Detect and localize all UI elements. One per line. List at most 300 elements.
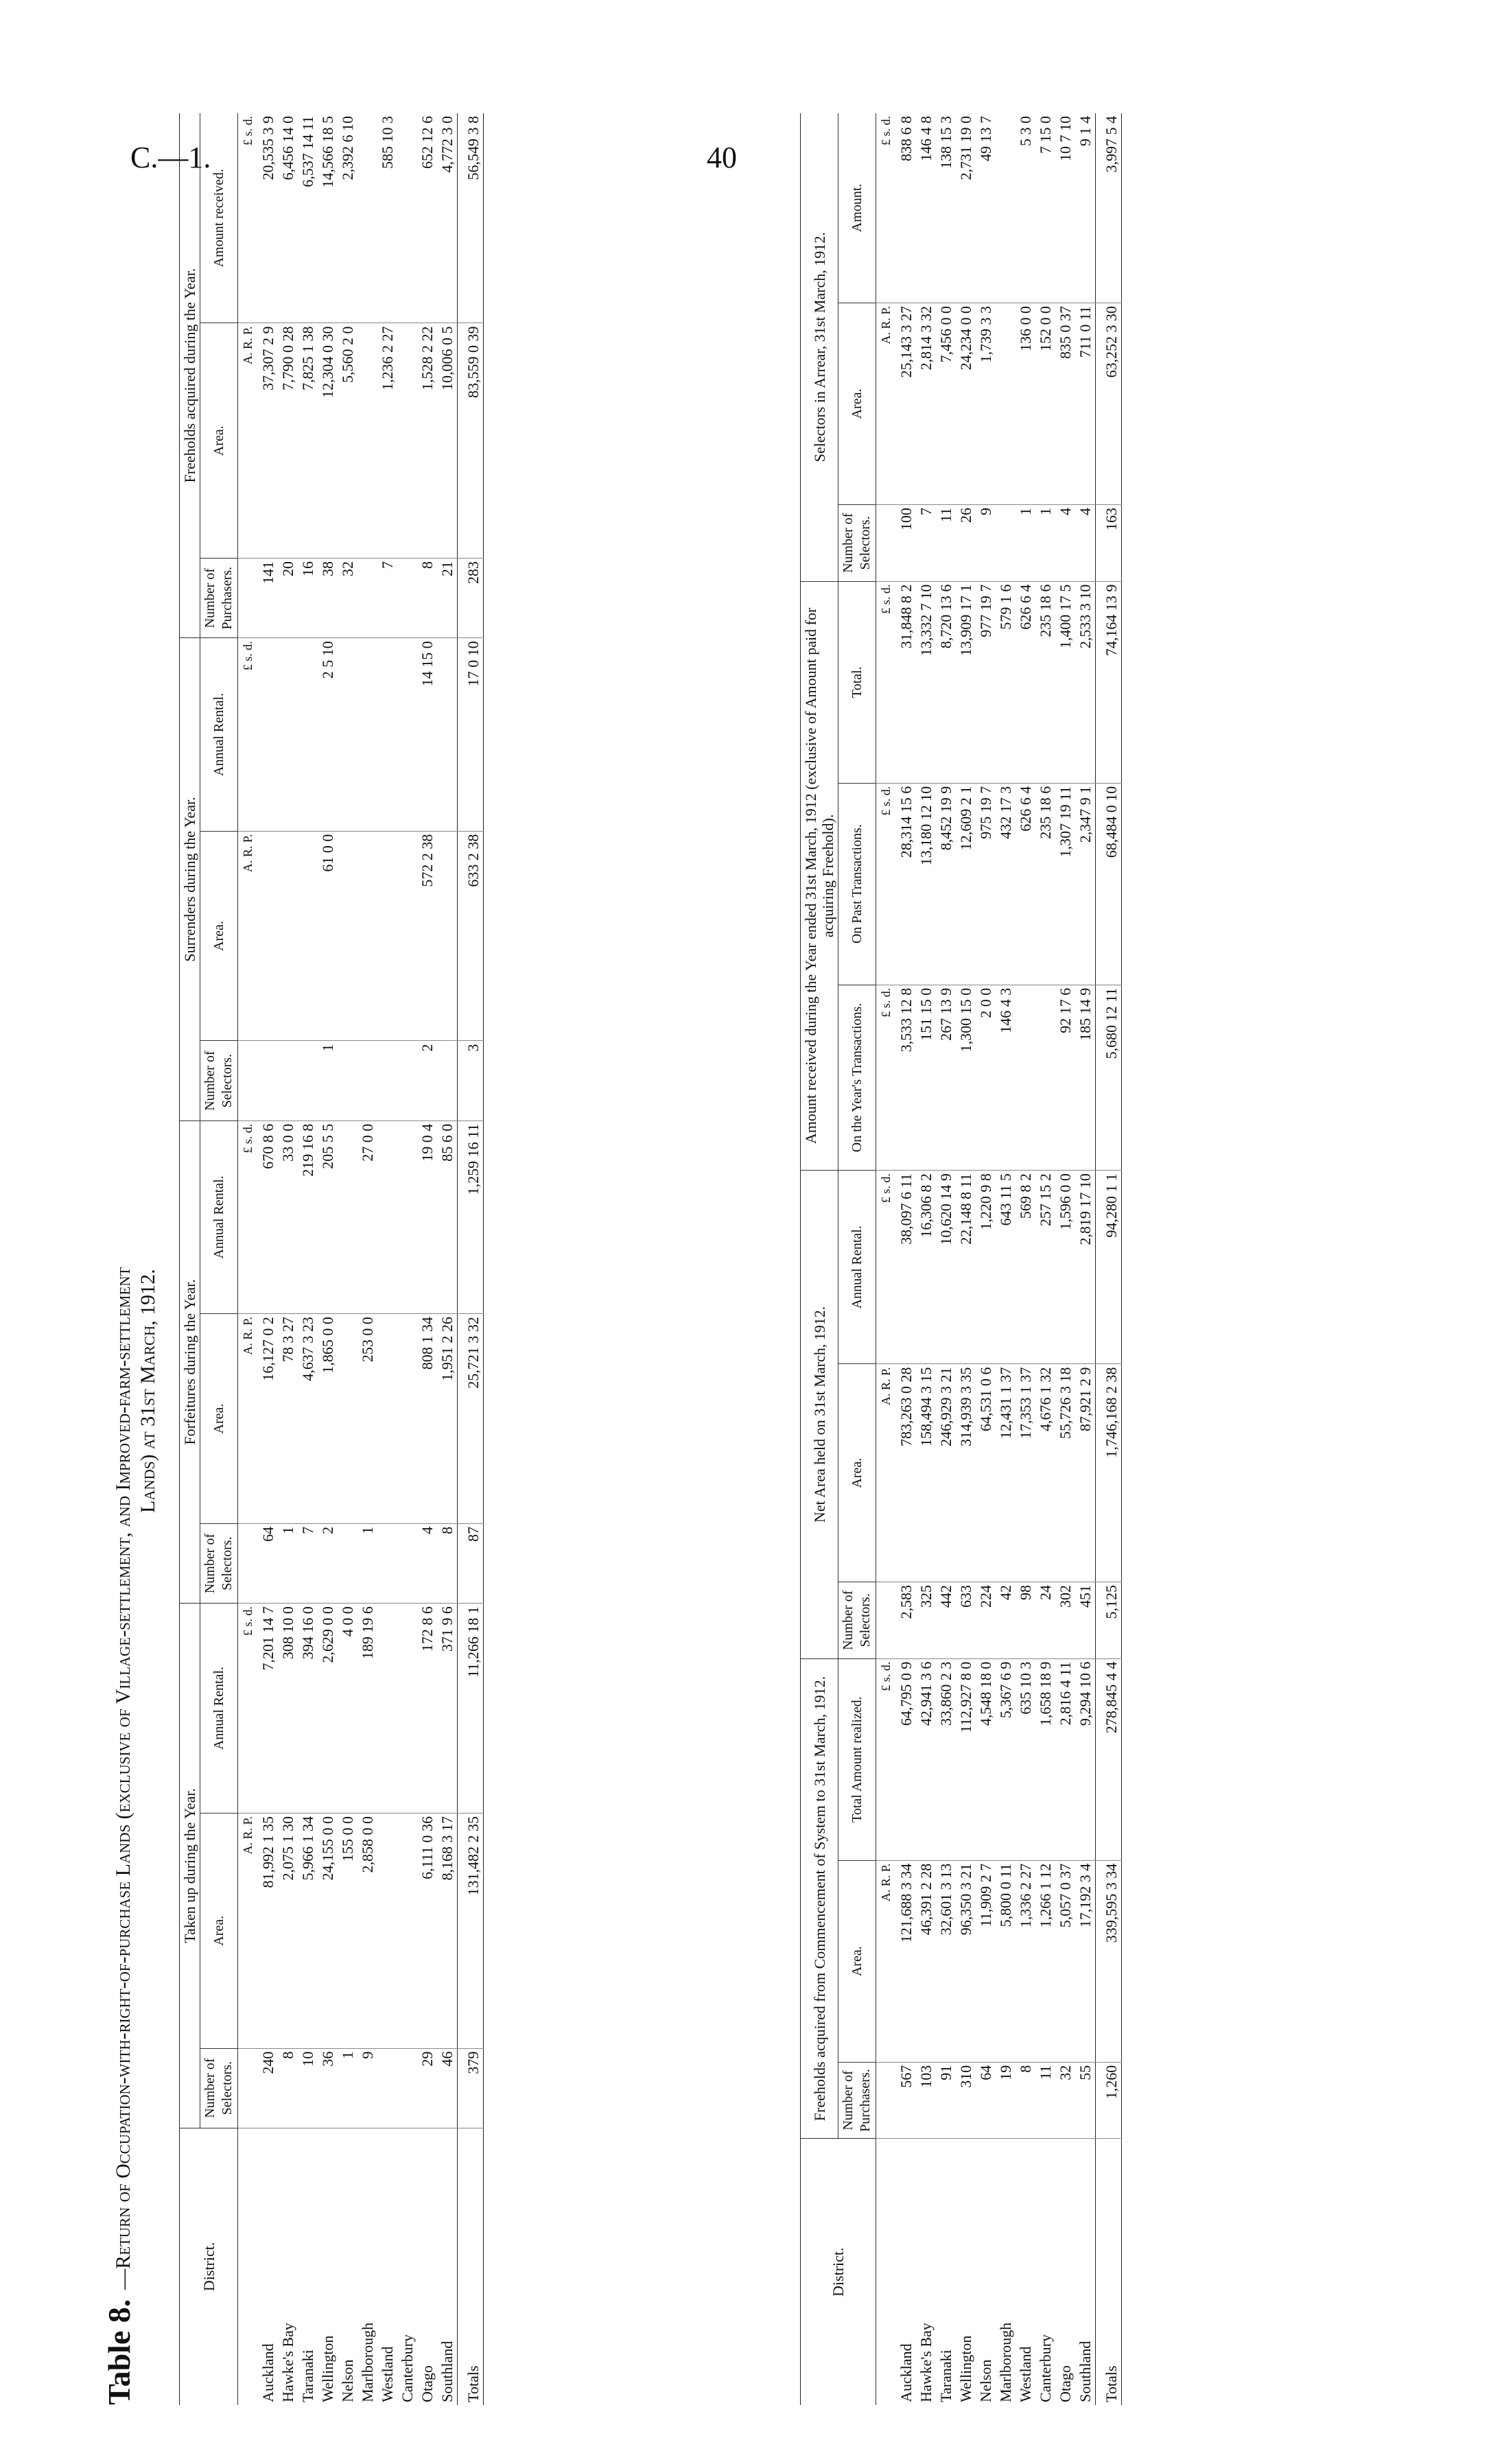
table-cell: 14,566 18 5	[318, 113, 338, 323]
table-cell: 19	[996, 2062, 1015, 2139]
table-cell: 8	[417, 559, 437, 638]
table-cell	[377, 1814, 397, 2049]
table-cell: 235 18 6	[1035, 783, 1055, 985]
unit-label: £ s. d.	[238, 1604, 259, 1814]
table-cell: 2 0 0	[976, 985, 996, 1170]
table-cell: 24	[1035, 1582, 1055, 1658]
table-cell: 55,726 3 18	[1055, 1364, 1075, 1582]
unit-label: £ s. d.	[876, 783, 897, 985]
table-cell: 1,400 17 5	[1055, 581, 1075, 783]
table-cell: 103	[916, 2062, 936, 2139]
col-header: Area.	[200, 831, 238, 1041]
table-cell	[338, 831, 357, 1041]
district-name: Canterbury	[1037, 2334, 1054, 2402]
table-cell: 643 11 5	[996, 1171, 1015, 1364]
table-cell: 1	[357, 1523, 377, 1603]
col-header: Area.	[838, 1364, 876, 1582]
district-name: Hawke's Bay	[279, 2323, 296, 2402]
table-cell: 1,220 9 8	[976, 1171, 996, 1364]
table-cell: 12,304 0 30	[318, 323, 338, 559]
total-cell: 25,721 3 32	[458, 1314, 484, 1524]
table-cell: 33 0 0	[278, 1120, 298, 1313]
table-cell: 2,347 9 1	[1075, 783, 1096, 985]
table-cell: 257 15 2	[1035, 1171, 1055, 1364]
table-cell: 835 0 37	[1055, 303, 1075, 504]
table-cell: 42	[996, 1582, 1015, 1658]
total-cell: 74,164 13 9	[1096, 581, 1122, 783]
table-cell	[377, 1523, 397, 1603]
table-cell: 6,456 14 0	[278, 113, 298, 323]
district-header: District.	[801, 2139, 876, 2405]
table-cell	[397, 638, 417, 831]
table-cell	[377, 638, 397, 831]
col-header: Total.	[838, 581, 876, 783]
group-header: Taken up during the Year.	[180, 1604, 200, 2128]
table-cell: 9	[357, 2048, 377, 2128]
table-cell	[357, 638, 377, 831]
unit-label: A. R. P.	[876, 1364, 897, 1582]
table-cell: 585 10 3	[377, 113, 397, 323]
table-cell: 1,528 2 22	[417, 323, 437, 559]
col-header: Area.	[838, 1860, 876, 2062]
table-cell: 8	[278, 2048, 298, 2128]
col-header: Area.	[200, 1314, 238, 1524]
table-row	[1035, 113, 1055, 2405]
table-cell: 9 1 4	[1075, 113, 1096, 303]
group-header: Selectors in Arrear, 31st March, 1912.	[801, 113, 838, 581]
unit-label: £ s. d.	[876, 1171, 897, 1364]
total-cell: 379	[458, 2048, 484, 2128]
table-cell: 7 15 0	[1035, 113, 1055, 303]
table-cell: 33,860 2 3	[936, 1658, 956, 1860]
total-cell: 163	[1096, 504, 1122, 581]
unit-label: £ s. d.	[238, 638, 259, 831]
table-cell: 98	[1015, 1582, 1035, 1658]
table-cell: 11	[936, 504, 956, 581]
col-header: Annual Rental.	[838, 1171, 876, 1364]
table-row	[437, 113, 458, 2405]
table-cell: 20,535 3 9	[258, 113, 278, 323]
col-header: Area.	[200, 1814, 238, 2049]
district-name: Taranaki	[299, 2349, 316, 2402]
table-cell: 1,658 18 9	[1035, 1658, 1055, 1860]
district-name: Marlborough	[359, 2322, 376, 2402]
table-cell: 308 10 0	[278, 1604, 298, 1814]
col-header: Number of Purchasers.	[200, 559, 238, 638]
table-row	[996, 113, 1015, 2405]
table-row	[258, 113, 278, 2405]
table-cell	[298, 831, 318, 1041]
table-row	[956, 113, 976, 2405]
table-cell: 219 16 8	[298, 1120, 318, 1313]
table-cell: 17,192 3 4	[1075, 1860, 1096, 2062]
table-cell: 451	[1075, 1582, 1096, 1658]
table-cell: 224	[976, 1582, 996, 1658]
unit-label: A. R. P.	[238, 831, 259, 1041]
table-cell: 2,814 3 32	[916, 303, 936, 504]
col-header: On Past Transactions.	[838, 783, 876, 985]
total-cell: 3	[458, 1041, 484, 1120]
unit-label: A. R. P.	[238, 323, 259, 559]
table-cell: 136 0 0	[1015, 303, 1035, 504]
table-cell	[357, 831, 377, 1041]
table-cell: 567	[896, 2062, 916, 2139]
table-cell	[377, 831, 397, 1041]
group-header: Net Area held on 31st March, 1912.	[801, 1171, 838, 1659]
table-cell	[377, 1314, 397, 1524]
table-cell: 22,148 8 11	[956, 1171, 976, 1364]
unit-label: £ s. d.	[238, 1120, 259, 1313]
district-name: Canterbury	[399, 2334, 416, 2402]
total-cell: 11,266 18 1	[458, 1604, 484, 1814]
table-cell	[258, 638, 278, 831]
table-cell: 10,620 14 9	[936, 1171, 956, 1364]
table-cell	[278, 638, 298, 831]
title-line-2: Lands) at 31st March, 1912.	[137, 1269, 159, 1513]
table-cell: 64,531 0 6	[976, 1364, 996, 1582]
table-cell: 977 19 7	[976, 581, 996, 783]
table-cell: 100	[896, 504, 916, 581]
table-cell: 189 19 6	[357, 1604, 377, 1814]
table-cell: 783,263 0 28	[896, 1364, 916, 1582]
district-name: Otago	[419, 2365, 436, 2402]
table-cell	[996, 504, 1015, 581]
district-name: Wellington	[957, 2335, 974, 2402]
table-cell	[397, 2048, 417, 2128]
totals-label: Totals	[458, 2128, 484, 2405]
table-cell: 5,966 1 34	[298, 1814, 318, 2049]
total-cell: 63,252 3 30	[1096, 303, 1122, 504]
table-cell: 2	[417, 1041, 437, 1120]
table-cell: 112,927 8 0	[956, 1658, 976, 1860]
table-cell: 31,848 8 2	[896, 581, 916, 783]
table-cell: 2 5 10	[318, 638, 338, 831]
table-cell: 1,951 2 26	[437, 1314, 458, 1524]
total-cell: 5,680 12 11	[1096, 985, 1122, 1170]
table-cell: 87,921 2 9	[1075, 1364, 1096, 1582]
table-cell: 46,391 2 28	[916, 1860, 936, 2062]
table-cell	[338, 1120, 357, 1313]
table-cell	[437, 831, 458, 1041]
table-cell	[357, 559, 377, 638]
table-cell: 64,795 0 9	[896, 1658, 916, 1860]
table-row	[357, 113, 377, 2405]
table-cell	[437, 638, 458, 831]
total-cell: 339,595 3 34	[1096, 1860, 1122, 2062]
col-header: Total Amount realized.	[838, 1658, 876, 1860]
table-cell: 235 18 6	[1035, 581, 1055, 783]
total-cell: 17 0 10	[458, 638, 484, 831]
table-cell: 6,537 14 11	[298, 113, 318, 323]
table-row	[1075, 113, 1096, 2405]
table-cell: 314,939 3 35	[956, 1364, 976, 1582]
table-cell: 4	[417, 1523, 437, 1603]
table-cell: 2,533 3 10	[1075, 581, 1096, 783]
total-cell: 131,482 2 35	[458, 1814, 484, 2049]
table-cell: 8,452 19 9	[936, 783, 956, 985]
table-cell: 7	[298, 1523, 318, 1603]
table-cell: 11,909 2 7	[976, 1860, 996, 2062]
table-cell: 16,306 8 2	[916, 1171, 936, 1364]
table-cell: 13,332 7 10	[916, 581, 936, 783]
table-cell: 5 3 0	[1015, 113, 1035, 303]
title-line-1: —Return of Occupation-with-right-of-purchase Lands (exclusive of Village-settlement, and Improved-farm-settlement	[112, 1267, 134, 2290]
table-cell: 185 14 9	[1075, 985, 1096, 1170]
table-cell: 25,143 3 27	[896, 303, 916, 504]
total-cell: 83,559 0 39	[458, 323, 484, 559]
table-cell	[357, 1041, 377, 1120]
table-cell	[397, 323, 417, 559]
upper-table-body	[238, 113, 484, 2405]
table-cell	[437, 1041, 458, 1120]
table-cell: 17,353 1 37	[1015, 1364, 1035, 1582]
table-row	[976, 113, 996, 2405]
table-cell	[397, 1604, 417, 1814]
table-cell: 1,865 0 0	[318, 1314, 338, 1524]
total-cell: 1,259 16 11	[458, 1120, 484, 1313]
col-header: Number of Selectors.	[838, 1582, 876, 1658]
table-cell: 138 15 3	[936, 113, 956, 303]
col-header: Annual Rental.	[200, 1120, 238, 1313]
table-cell	[397, 1314, 417, 1524]
col-header: Number of Purchasers.	[838, 2062, 876, 2139]
unit-label: £ s. d.	[876, 1658, 897, 1860]
group-header: Freeholds acquired from Commencement of System to 31st March, 1912.	[801, 1658, 838, 2139]
table-cell: 394 16 0	[298, 1604, 318, 1814]
col-header: Amount.	[838, 113, 876, 303]
upper-table	[179, 113, 484, 2405]
table-cell: 12,609 2 1	[956, 783, 976, 985]
table-cell: 1	[338, 2048, 357, 2128]
table-cell: 146 4 3	[996, 985, 1015, 1170]
district-name: Nelson	[977, 2359, 994, 2402]
table-cell	[397, 113, 417, 323]
district-name: Southland	[1077, 2340, 1094, 2402]
table-cell: 5,800 0 11	[996, 1860, 1015, 2062]
total-cell: 56,549 3 8	[458, 113, 484, 323]
table-cell: 2,819 17 10	[1075, 1171, 1096, 1364]
table-cell: 1,236 2 27	[377, 323, 397, 559]
table-cell	[278, 831, 298, 1041]
table-row	[1055, 113, 1075, 2405]
totals-label: Totals	[1096, 2139, 1122, 2405]
table-cell: 13,180 12 10	[916, 783, 936, 985]
table-cell: 85 6 0	[437, 1120, 458, 1313]
district-name: Taranaki	[937, 2349, 954, 2402]
rotated-table-page	[102, 113, 1383, 2405]
table-cell: 12,431 1 37	[996, 1364, 1015, 1582]
table-cell	[377, 1604, 397, 1814]
table-cell: 64	[976, 2062, 996, 2139]
table-cell: 7	[377, 559, 397, 638]
total-cell: 87	[458, 1523, 484, 1603]
table-cell: 1,739 3 3	[976, 303, 996, 504]
table-cell: 24,155 0 0	[318, 1814, 338, 2049]
total-cell: 633 2 38	[458, 831, 484, 1041]
table-cell: 7,201 14 7	[258, 1604, 278, 1814]
table-cell: 626 6 4	[1015, 581, 1035, 783]
total-cell: 1,746,168 2 38	[1096, 1364, 1122, 1582]
table-cell: 16	[298, 559, 318, 638]
table-cell	[377, 1120, 397, 1313]
unit-label: A. R. P.	[876, 303, 897, 504]
table-cell: 626 6 4	[1015, 783, 1035, 985]
table-cell: 1,336 2 27	[1015, 1860, 1035, 2062]
table-cell: 24,234 0 0	[956, 303, 976, 504]
table-cell: 205 5 5	[318, 1120, 338, 1313]
table-cell: 38,097 6 11	[896, 1171, 916, 1364]
table-cell	[258, 1041, 278, 1120]
table-cell	[377, 2048, 397, 2128]
table-cell: 633	[956, 1582, 976, 1658]
table-cell: 64	[258, 1523, 278, 1603]
table-cell: 5,560 2 0	[338, 323, 357, 559]
table-cell: 6,111 0 36	[417, 1814, 437, 2049]
table-row	[298, 113, 318, 2405]
lower-table-body	[876, 113, 1122, 2405]
table-row	[377, 113, 397, 2405]
table-cell: 2,629 0 0	[318, 1604, 338, 1814]
page-number: 40	[707, 141, 737, 174]
table-cell: 5,367 6 9	[996, 1658, 1015, 1860]
table-cell: 240	[258, 2048, 278, 2128]
table-cell: 32,601 3 13	[936, 1860, 956, 2062]
table-cell: 2,075 1 30	[278, 1814, 298, 2049]
table-cell: 14 15 0	[417, 638, 437, 831]
table-cell: 2	[318, 1523, 338, 1603]
table-cell: 1	[1035, 504, 1055, 581]
table-cell	[357, 113, 377, 323]
table-cell: 635 10 3	[1015, 1658, 1035, 1860]
table-cell: 8	[1015, 2062, 1035, 2139]
table-cell: 19 0 4	[417, 1120, 437, 1313]
lower-table	[800, 113, 1122, 2405]
col-header: Amount received.	[200, 113, 238, 323]
table-row	[318, 113, 338, 2405]
table-cell: 9	[976, 504, 996, 581]
table-cell: 91	[936, 2062, 956, 2139]
group-header: Surrenders during the Year.	[180, 638, 200, 1120]
table-cell: 7,456 0 0	[936, 303, 956, 504]
col-header: Area.	[838, 303, 876, 504]
district-name: Nelson	[339, 2359, 356, 2402]
table-cell	[278, 1041, 298, 1120]
table-row	[397, 113, 417, 2405]
table-cell: 16,127 0 2	[258, 1314, 278, 1524]
unit-label: £ s. d.	[876, 581, 897, 783]
col-header: Area.	[200, 323, 238, 559]
table-cell: 267 13 9	[936, 985, 956, 1170]
table-cell: 92 17 6	[1055, 985, 1075, 1170]
table-cell: 1,300 15 0	[956, 985, 976, 1170]
table-cell: 42,941 3 6	[916, 1658, 936, 1860]
table-cell: 27 0 0	[357, 1120, 377, 1313]
table-cell: 670 8 6	[258, 1120, 278, 1313]
table-cell: 26	[956, 504, 976, 581]
table-cell: 2,816 4 11	[1055, 1658, 1075, 1860]
table-cell: 1	[278, 1523, 298, 1603]
table-title	[102, 113, 161, 2405]
table-cell: 32	[1055, 2062, 1075, 2139]
table-row	[338, 113, 357, 2405]
total-cell: 3,997 5 4	[1096, 113, 1122, 303]
table-cell	[996, 303, 1015, 504]
table-cell	[298, 1041, 318, 1120]
table-cell: 81,992 1 35	[258, 1814, 278, 2049]
district-name: Otago	[1057, 2365, 1074, 2402]
table-cell: 4,676 1 32	[1035, 1364, 1055, 1582]
table-cell: 246,929 3 21	[936, 1364, 956, 1582]
totals-row	[1096, 113, 1122, 2405]
unit-label: £ s. d.	[876, 985, 897, 1170]
unit-label: £ s. d.	[238, 113, 259, 323]
unit-label: £ s. d.	[876, 113, 897, 303]
table-cell: 32	[338, 559, 357, 638]
table-cell: 652 12 6	[417, 113, 437, 323]
district-name: Auckland	[897, 2343, 915, 2402]
table-cell	[298, 638, 318, 831]
table-cell: 8,720 13 6	[936, 581, 956, 783]
table-cell: 151 15 0	[916, 985, 936, 1170]
table-cell: 2,392 6 10	[338, 113, 357, 323]
unit-label: A. R. P.	[238, 1814, 259, 2049]
table-cell: 8,168 3 17	[437, 1814, 458, 2049]
table-cell: 4	[1075, 504, 1096, 581]
table-cell: 49 13 7	[976, 113, 996, 303]
table-cell: 46	[437, 2048, 458, 2128]
table-cell: 28,314 15 6	[896, 783, 916, 985]
district-name: Southland	[438, 2340, 456, 2402]
table-cell	[397, 1814, 417, 2049]
table-cell: 78 3 27	[278, 1314, 298, 1524]
district-name: Westland	[379, 2346, 396, 2402]
table-cell: 121,688 3 34	[896, 1860, 916, 2062]
table-cell: 96,350 3 21	[956, 1860, 976, 2062]
table-cell: 1,596 0 0	[1055, 1171, 1075, 1364]
table-cell: 3,533 12 8	[896, 985, 916, 1170]
table-cell	[397, 1041, 417, 1120]
table-cell: 5,057 0 37	[1055, 1860, 1075, 2062]
table-cell: 36	[318, 2048, 338, 2128]
table-cell	[397, 1523, 417, 1603]
table-cell: 442	[936, 1582, 956, 1658]
table-cell: 10 7 10	[1055, 113, 1075, 303]
table-cell	[338, 1041, 357, 1120]
table-cell: 146 4 8	[916, 113, 936, 303]
table-cell: 13,909 17 1	[956, 581, 976, 783]
table-cell: 371 9 6	[437, 1604, 458, 1814]
district-name: Marlborough	[997, 2322, 1014, 2402]
table-cell: 38	[318, 559, 338, 638]
table-cell: 572 2 38	[417, 831, 437, 1041]
table-cell: 4 0 0	[338, 1604, 357, 1814]
table-cell	[338, 1314, 357, 1524]
table-cell: 158,494 3 15	[916, 1364, 936, 1582]
district-name: Westland	[1017, 2346, 1034, 2402]
table-cell: 432 17 3	[996, 783, 1015, 985]
table-cell: 10,006 0 5	[437, 323, 458, 559]
table-row	[896, 113, 916, 2405]
district-name: Hawke's Bay	[917, 2323, 935, 2402]
table-cell: 7,825 1 38	[298, 323, 318, 559]
unit-label: A. R. P.	[238, 1314, 259, 1524]
table-cell: 61 0 0	[318, 831, 338, 1041]
district-name: Auckland	[259, 2343, 277, 2402]
unit-label: A. R. P.	[876, 1860, 897, 2062]
table-cell: 172 8 6	[417, 1604, 437, 1814]
table-cell: 4,637 3 23	[298, 1314, 318, 1524]
table-row	[916, 113, 936, 2405]
